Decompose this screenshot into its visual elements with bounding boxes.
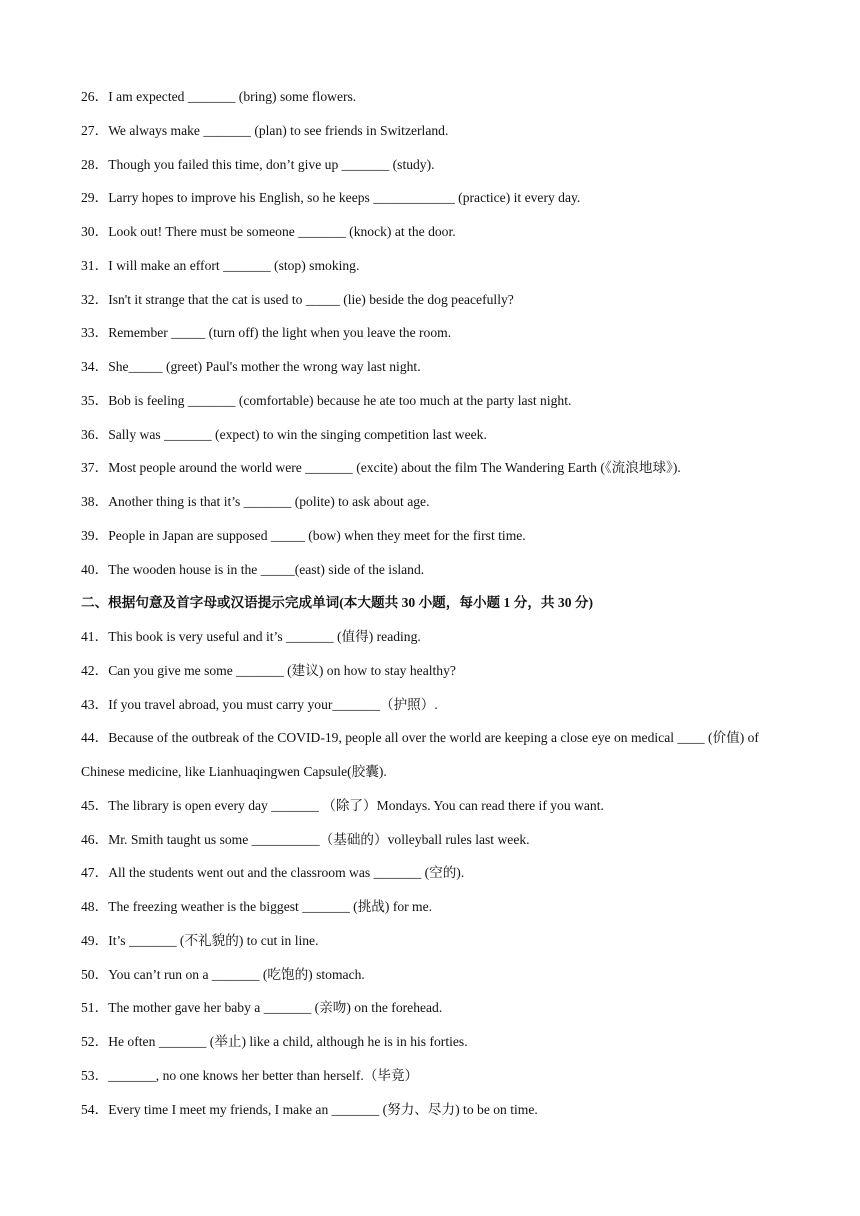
question-51: 51．The mother gave her baby a _______ (亲吻) on the forehead. [81,1000,443,1016]
question-34: 34．She_____ (greet) Paul's mother the wrong way last night. [81,359,421,374]
question-27: 27．We always make _______ (plan) to see friends in Switzerland. [81,122,449,138]
question-40: 40．The wooden house is in the _____(east) side of the island. [81,561,425,577]
question-36: 36．Sally was _______ (expect) to win the singing competition last week. [81,426,487,442]
question-52: 52．He often _______ (举止) like a child, although he is in his forties. [81,1034,468,1049]
question-37: 37．Most people around the world were _______ (excite) about the film The Wandering Earth (《流浪地球》). [81,460,681,476]
question-48: 48．The freezing weather is the biggest _______ (挑战) for me. [81,899,433,914]
question-39: 39．People in Japan are supposed _____ (bow) when they meet for the first time. [81,527,526,543]
question-50: 50．You can’t run on a _______ (吃饱的) stomach. [81,966,365,982]
question-38: 38．Another thing is that it’s _______ (polite) to ask about age. [81,494,430,509]
question-32: 32．Isn't it strange that the cat is used to _____ (lie) beside the dog peacefully? [81,291,514,307]
question-31: 31．I will make an effort _______ (stop) smoking. [81,257,360,273]
question-49: 49．It’s _______ (不礼貌的) to cut in line. [81,932,319,948]
question-43: 43．If you travel abroad, you must carry your_______（护照）. [81,696,438,712]
question-list [81,87,781,1133]
question-42: 42．Can you give me some _______ (建议) on how to stay healthy? [81,662,456,678]
question-28: 28．Though you failed this time, don’t give up _______ (study). [81,156,435,172]
question-33: 33．Remember _____ (turn off) the light when you leave the room. [81,325,452,341]
question-30: 30．Look out! There must be someone _______ (knock) at the door. [81,224,456,239]
question-35: 35．Bob is feeling _______ (comfortable) because he ate too much at the party last night. [81,392,572,408]
section-heading: 二、根据句意及首字母或汉语提示完成单词(本大题共 30 小题，每小题 1 分，共 30 分) [81,595,594,611]
question-41: 41．This book is very useful and it’s _______ (值得) reading. [81,629,421,644]
question-54: 54．Every time I meet my friends, I make an _______ (努力、尽力) to be on time. [81,1101,538,1117]
question-53: 53．_______, no one knows her better than herself.（毕竟） [81,1067,419,1083]
question-45: 45．The library is open every day _______ （除了）Mondays. You can read there if you want. [81,797,604,813]
question-26: 26．I am expected _______ (bring) some flowers. [81,89,357,104]
question-46: 46．Mr. Smith taught us some __________（基础的）volleyball rules last week. [81,831,530,847]
question-29: 29．Larry hopes to improve his English, so he keeps ____________ (practice) it every day. [81,190,581,206]
question-47: 47．All the students went out and the classroom was _______ (空的). [81,865,465,881]
question-44: 44．Because of the outbreak of the COVID-19, people all over the world are keeping a close eye on medical ____ (价值) of Chinese medicine, like Lianhuaqingwen Capsule(胶囊). [81,730,759,780]
